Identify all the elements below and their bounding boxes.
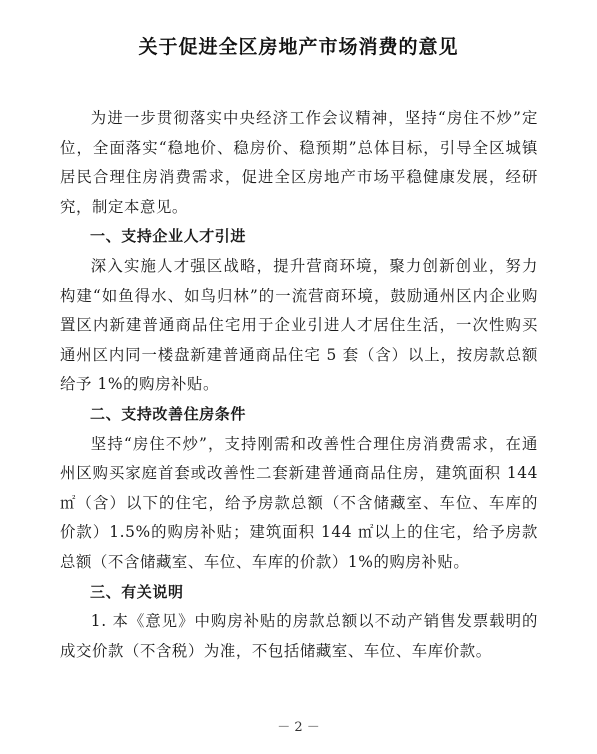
section-heading-3: 三、有关说明 [90, 582, 184, 601]
intro-paragraph: 为进一步贯彻落实中央经济工作会议精神，坚持“房住不炒”定位，全面落实“稳地价、稳房价、稳预期”总体目标，引导全区城镇居民合理住房消费需求，促进全区房地产市场平稳健康发展，经研究，制定本意见。 [60, 109, 538, 216]
section-paragraph-2: 坚持“房住不炒”，支持刚需和改善性合理住房消费需求，在通州区购买家庭首套或改善性二套新建普通商品住房，建筑面积 144 ㎡（含）以下的住宅，给予房款总额（不含储藏室、车位、车库的价款）1.5%的购房补贴；建筑面积 144 ㎡以上的住宅，给予房款总额（不含储藏室、车位、车库的价款）1%的购房补贴。 [60, 434, 538, 571]
section-heading-1: 一、支持企业人才引进 [90, 227, 247, 246]
section-paragraph-1: 深入实施人才强区战略，提升营商环境，聚力创新创业，努力构建“如鱼得水、如鸟归林”的一流营商环境，鼓励通州区内企业购置区内新建普通商品住宅用于企业引进人才居住生活，一次性购买通州区内同一楼盘新建普通商品住宅 5 套（含）以上，按房款总额给予 1%的购房补贴。 [60, 256, 538, 394]
page-number: － 2 － [277, 720, 320, 735]
document-body [60, 104, 538, 666]
section-heading-2: 二、支持改善住房条件 [90, 404, 247, 423]
document-title: 关于促进全区房地产市场消费的意见 [138, 36, 459, 58]
section-paragraph-3: 1. 本《意见》中购房补贴的房款总额以不动产销售发票载明的成交价款（不含税）为准，不包括储藏室、车位、车库价款。 [60, 612, 538, 660]
